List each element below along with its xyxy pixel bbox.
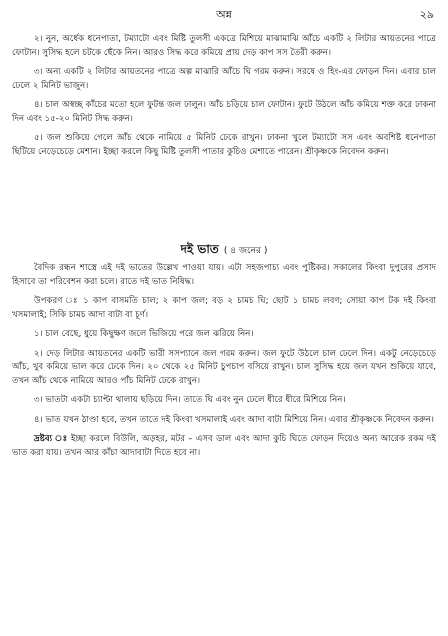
step-paragraph: ৩। অন্য একটি ২ লিটার আয়তনের পাত্রে অল্প মাঝারি আঁচে ঘি গরম করুন। সরষে ও হিং-এর ফোড়ন দিন। এবার চাল ঢেলে ২ মিনিট ভাজুন। — [12, 67, 436, 91]
step-paragraph: ৪। ভাত যখন ঠাণ্ডা হবে, তখন তাতে দই কিংবা খসমালাই এবং আদা বাটা মিশিয়ে নিন। এবার শ্রীকৃষ্ণকে নিবেদন করুন। — [34, 414, 434, 425]
note-label: দ্রষ্টব্য ঃ — [34, 434, 68, 444]
step-paragraph: ৪। চাল অস্বচ্ছ কাঁচের মতো হলে ফুটন্ত জল ঢালুন। আঁচ চড়িয়ে চাল ফোটান। ফুটে উঠলে আঁচ কমিয়ে শক্ত করে ঢাকনা দিন এবং ১৫-২০ মিনিট সিদ্ধ করুন। — [12, 100, 436, 124]
step-paragraph: ২। দেড় লিটার আয়তনের একটি ভারী সসপ্যানে জল গরম করুন। জল ফুটে উঠলে চাল ঢেলে দিন। একটু নেড়েচেড়ে আঁচ, খুব কমিয়ে ভাল করে ঢেকে দিন। ২০ থেকে ২৫ মিনিট চুপচাপ বসিয়ে রাখুন। চাল সুসিদ্ধ হয়ে জল যখন শুকিয়ে যাবে, তখন আঁচ থেকে নামিয়ে আরও পাঁচ মিনিট ঢেকে রাখুন। — [12, 348, 436, 386]
note-text: ইচ্ছা করলে বিউলি, অড়হর, মটর – এসব ডাল এবং আদা কুচি ঘিতে ফোড়ন দিয়েও অন্য আরেক রকম দই ভাত করা যায়। তখন আর কাঁচা আদাবাটা দিতে হবে না। — [12, 434, 436, 458]
previous-recipe-steps — [12, 33, 436, 159]
ingredients-label: উপকরণ ঃ — [34, 296, 79, 306]
recipe-title: দই ভাত — [180, 242, 219, 256]
step-paragraph: ১। চাল বেছে, ধুয়ে কিছুক্ষণ জলে ভিজিয়ে পরে জল ঝরিয়ে নিন। — [34, 329, 254, 339]
step-paragraph: ৩। ভাতটা একটা চ্যাপ্টা থালায় ছড়িয়ে দিন। তাতে ঘি এবং নুন ঢেলে ধীরে ধীরে মিশিয়ে নিন। — [34, 395, 346, 405]
running-header: অন্ন — [216, 8, 232, 21]
step-paragraph: ২। নুন, অর্ধেক ধনেপাতা, টম্যাটো এবং মিষ্টি তুলসী একত্রে মিশিয়ে মাঝামাঝি আঁচে একটি ২ লিটার আয়তনের পাত্রে ফোটান। সুসিদ্ধ হলে চটকে ছেঁকে নিন। আরও সিদ্ধ করে কমিয়ে প্রায় দেড় কাপ সস তৈরী করুন। — [12, 34, 436, 58]
page-number: ২৯ — [419, 8, 434, 21]
ingredients-text: ১ কাপ বাসমতি চাল; ২ কাপ জল; বড় ২ চামচ ঘি; ছোট ১ চামচ লবণ; সোয়া কাপ টক দই কিংবা খসমালাই; সিকি চামচ আদা বাটা বা চূর্ণ। — [12, 296, 436, 320]
ingredients-paragraph — [12, 295, 436, 322]
recipe-body — [12, 262, 436, 460]
step-paragraph: ৫। জল শুকিয়ে গেলে আঁচ থেকে নামিয়ে ৫ মিনিট ঢেকে রাখুন। ঢাকনা খুলে টম্যাটো সস এবং অবশিষ্ট ধনেপাতা ছিটিয়ে নেড়েচেড়ে মেশান। ইচ্ছা করলে কিছু মিষ্টি তুলসী পাতার কুচিও মেশাতে পারেন। শ্রীকৃষ্ণকে নিবেদন করুন। — [12, 133, 436, 157]
recipe-heading — [0, 238, 448, 261]
note-paragraph — [12, 433, 436, 460]
recipe-serves: ( ৪ জনের ) — [223, 246, 268, 256]
recipe-intro: বৈদিক রন্ধন শাস্ত্রে এই দই ভাতের উল্লেখ পাওয়া যায়। এটা সহজপাচ্য এবং পুষ্টিকর। সকালের কিংবা দুপুরের প্রসাদ হিসাবে তা পরিবেশন করা চলে। রাতে দই ভাত নিষিদ্ধ। — [12, 263, 436, 287]
